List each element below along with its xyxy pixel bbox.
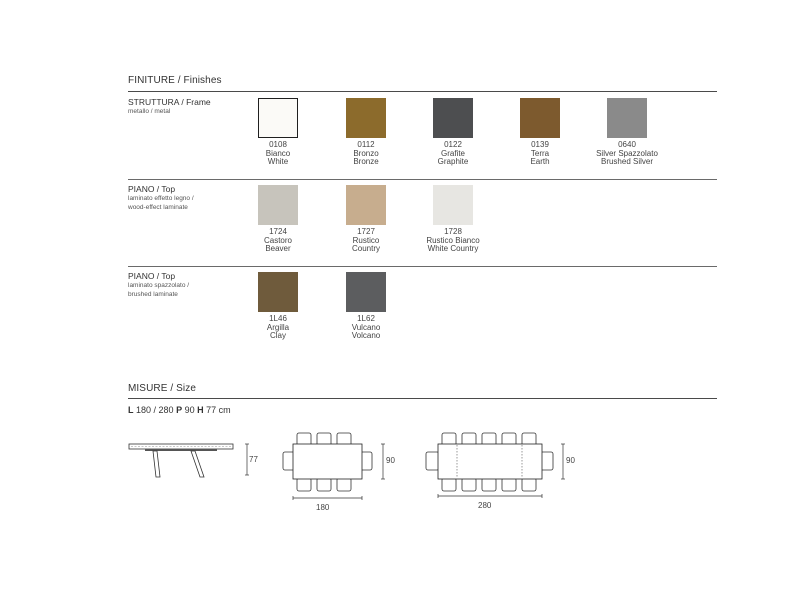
finish-name-en: Graphite [437, 157, 469, 167]
group-divider [128, 179, 717, 180]
finish-swatch-1728[interactable] [433, 185, 473, 225]
finish-code: 0112 [357, 140, 375, 149]
finish-swatch-label [233, 141, 323, 167]
length-key: L [128, 405, 134, 415]
sizes-title: MISURE / Size [128, 383, 196, 394]
finish-code: 1724 [269, 227, 287, 236]
finish-group-header [128, 271, 189, 299]
finish-code: 1L46 [269, 314, 287, 323]
finish-group-subtitle-line: laminato effetto legno / [128, 195, 194, 202]
finish-swatch-label [233, 315, 323, 341]
finish-swatch-0139[interactable] [520, 98, 560, 138]
finish-swatch-label [408, 141, 498, 167]
finish-code: 0139 [531, 140, 549, 149]
finish-swatch-label [321, 228, 411, 254]
finish-swatch-1L62[interactable] [346, 272, 386, 312]
finish-name-en: Brushed Silver [600, 157, 654, 167]
finish-name-it: Bianco [265, 148, 291, 158]
length-value: 180 / 280 [136, 405, 174, 415]
height-value: 77 cm [206, 405, 231, 415]
finish-name-it: Silver Spazzolato [596, 148, 658, 158]
size-spec [128, 405, 231, 415]
finish-group-subtitle [128, 282, 189, 299]
finish-swatch-0112[interactable] [346, 98, 386, 138]
finish-name-en: Earth [530, 157, 550, 167]
finish-name-it: Argilla [266, 322, 290, 332]
finish-group-subtitle-line: wood-effect laminate [128, 203, 188, 211]
table-280-plan [420, 428, 570, 500]
finish-swatch-label [321, 315, 411, 341]
finish-swatch-label [408, 228, 498, 254]
finish-group-subtitle-line: brushed laminate [128, 290, 178, 298]
finish-name-en: Volcano [351, 331, 381, 341]
depth-key: P [176, 405, 183, 415]
table-180-plan [280, 428, 400, 500]
finish-group-subtitle-line: laminato spazzolato / [128, 282, 190, 289]
finish-swatch-label [233, 228, 323, 254]
finish-swatch-0640[interactable] [607, 98, 647, 138]
finish-swatch-1727[interactable] [346, 185, 386, 225]
finish-code: 1728 [444, 227, 462, 236]
table-280-length-label: 280 [478, 501, 492, 510]
table-side-elevation [125, 440, 265, 485]
finish-swatch-label [582, 141, 672, 167]
finish-name-it: Rustico Bianco [426, 235, 480, 245]
finish-name-en: White Country [427, 244, 479, 254]
finish-swatch-label [321, 141, 411, 167]
finish-group-title: PIANO / Top [128, 184, 176, 194]
finish-swatch-1724[interactable] [258, 185, 298, 225]
side-height-label: 77 [249, 455, 258, 464]
finish-group-subtitle-line: metallo / metal [128, 108, 171, 115]
finish-code: 0640 [618, 140, 636, 149]
height-key: H [197, 405, 204, 415]
finish-name-en: Beaver [265, 244, 291, 254]
table-180-length-label: 180 [316, 503, 330, 512]
finish-code: 0122 [444, 140, 462, 149]
table-180-depth-label: 90 [386, 456, 395, 465]
finish-name-it: Bronzo [353, 148, 379, 158]
group-divider [128, 266, 717, 267]
finish-swatch-1L46[interactable] [258, 272, 298, 312]
finish-code: 1L62 [357, 314, 375, 323]
finish-group-header [128, 184, 194, 212]
finish-name-en: White [267, 157, 289, 167]
finish-code: 1727 [357, 227, 375, 236]
finish-group-title: STRUTTURA / Frame [128, 97, 211, 107]
finishes-title: FINITURE / Finishes [128, 75, 222, 86]
finish-name-it: Castoro [263, 235, 292, 245]
depth-value: 90 [184, 405, 195, 415]
finish-code: 0108 [269, 140, 287, 149]
finish-swatch-0122[interactable] [433, 98, 473, 138]
finish-name-it: Terra [530, 148, 550, 158]
finish-swatch-label [495, 141, 585, 167]
finish-name-en: Bronze [353, 157, 379, 167]
finish-name-en: Clay [269, 331, 286, 341]
table-280-depth-label: 90 [566, 456, 575, 465]
finish-group-header [128, 97, 211, 117]
finish-group-title: PIANO / Top [128, 271, 176, 281]
finish-group-subtitle [128, 195, 194, 212]
finish-name-en: Country [351, 244, 380, 254]
finish-name-it: Vulcano [351, 322, 381, 332]
sizes-title-rule [128, 398, 717, 399]
finish-name-it: Grafite [440, 148, 465, 158]
finish-swatch-0108[interactable] [258, 98, 298, 138]
finishes-title-rule [128, 91, 717, 92]
finish-group-subtitle [128, 108, 211, 117]
finish-name-it: Rustico [352, 235, 380, 245]
